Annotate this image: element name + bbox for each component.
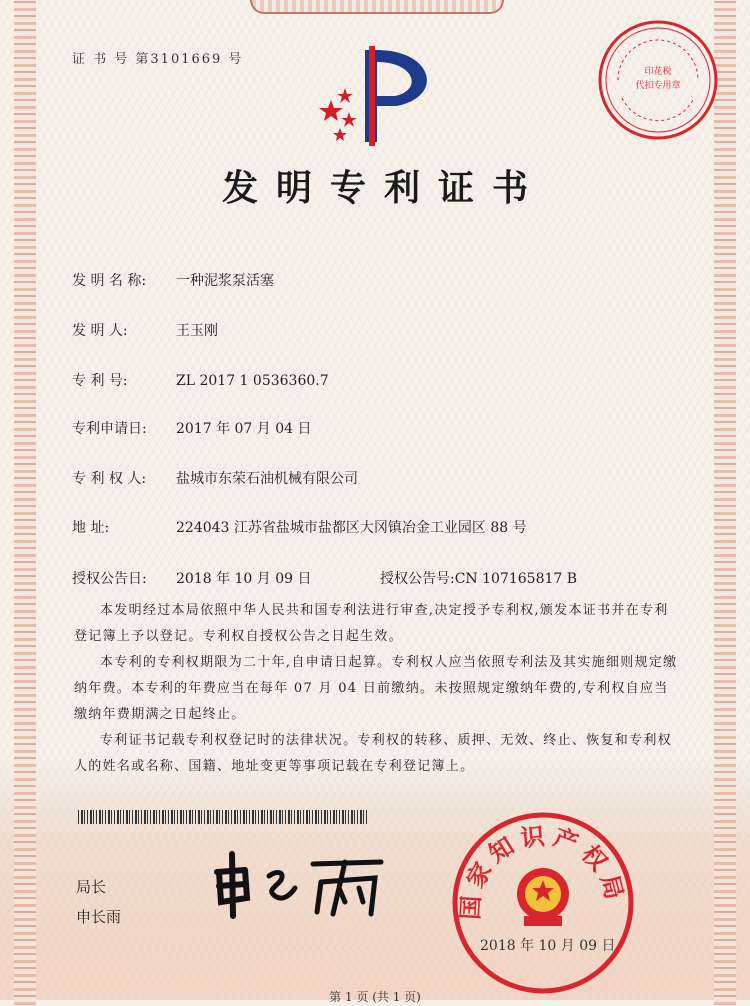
address-value: 224043 江苏省盐城市盐都区大冈镇冶金工业园区 88 号 bbox=[176, 520, 527, 536]
patent-number-field bbox=[72, 370, 329, 390]
patentee-label: 专 利 权 人: bbox=[72, 471, 147, 487]
address-field bbox=[72, 517, 527, 537]
grant-date-label: 授权公告日: bbox=[72, 571, 147, 587]
grant-number-value: CN 107165817 B bbox=[454, 571, 578, 587]
certificate-number: 证 书 号 第3101669 号 bbox=[72, 52, 244, 67]
barcode bbox=[78, 810, 368, 824]
director-signature-icon bbox=[205, 842, 395, 922]
grant-number-field bbox=[380, 568, 577, 588]
statement-paragraph-2: 本专利的专利权期限为二十年,自申请日起算。专利权人应当依照专利法及其实施细则规定缴纳年费。本专利的年费应当在每年 07 月 04 日前缴纳。未按照规定缴纳年费的,专利权自应当缴纳年费期满之日起终止。 bbox=[74, 655, 678, 722]
agency-stamp-icon bbox=[596, 18, 720, 142]
grant-number-label: 授权公告号: bbox=[380, 571, 455, 587]
statement-paragraph-1: 本发明经过本局依照中华人民共和国专利法进行审查,决定授予专利权,颁发本证书并在专利登记簿上予以登记。专利权自授权公告之日起生效。 bbox=[74, 603, 669, 644]
inventor-field bbox=[72, 320, 218, 340]
official-seal-icon bbox=[448, 808, 638, 998]
inventor-label: 发 明 人: bbox=[72, 323, 128, 339]
inventor-value: 王玉刚 bbox=[176, 323, 218, 339]
grant-date-field bbox=[72, 568, 312, 588]
seal-text: 国家知识产权局 bbox=[456, 821, 630, 921]
right-decorative-border bbox=[714, 0, 736, 1006]
top-ornament bbox=[250, 0, 504, 14]
page-number: 第 1 页 (共 1 页) bbox=[329, 990, 421, 1004]
statement-paragraph-3: 专利证书记载专利权登记时的法律状况。专利权的转移、质押、无效、终止、恢复和专利权人的姓名或名称、国籍、地址变更等事项记载在专利登记簿上。 bbox=[74, 733, 673, 774]
filing-date-value: 2017 年 07 月 04 日 bbox=[176, 421, 312, 437]
patent-office-logo-icon bbox=[305, 42, 455, 150]
invention-name-label: 发 明 名 称: bbox=[72, 273, 147, 289]
patentee-field bbox=[72, 468, 358, 488]
patent-number-label: 专 利 号: bbox=[72, 373, 128, 389]
left-decorative-border bbox=[14, 0, 36, 1006]
certificate-statement bbox=[74, 598, 678, 780]
patent-number-value: ZL 2017 1 0536360.7 bbox=[176, 373, 329, 389]
patentee-value: 盐城市东荣石油机械有限公司 bbox=[176, 471, 358, 487]
address-label: 地 址: bbox=[72, 520, 110, 536]
filing-date-label: 专利申请日: bbox=[72, 421, 147, 437]
svg-text:代扣专用章: 代扣专用章 bbox=[635, 81, 681, 91]
director-title: 局长 bbox=[76, 878, 107, 896]
svg-text:印花税: 印花税 bbox=[644, 67, 672, 77]
invention-name-field bbox=[72, 270, 274, 290]
director-name: 申长雨 bbox=[76, 908, 122, 926]
seal-date: 2018 年 10 月 09 日 bbox=[480, 938, 616, 954]
filing-date-field bbox=[72, 418, 312, 438]
certificate-title: 发明专利证书 bbox=[221, 167, 546, 209]
invention-name-value: 一种泥浆泵活塞 bbox=[176, 273, 274, 289]
grant-date-value: 2018 年 10 月 09 日 bbox=[176, 571, 312, 587]
